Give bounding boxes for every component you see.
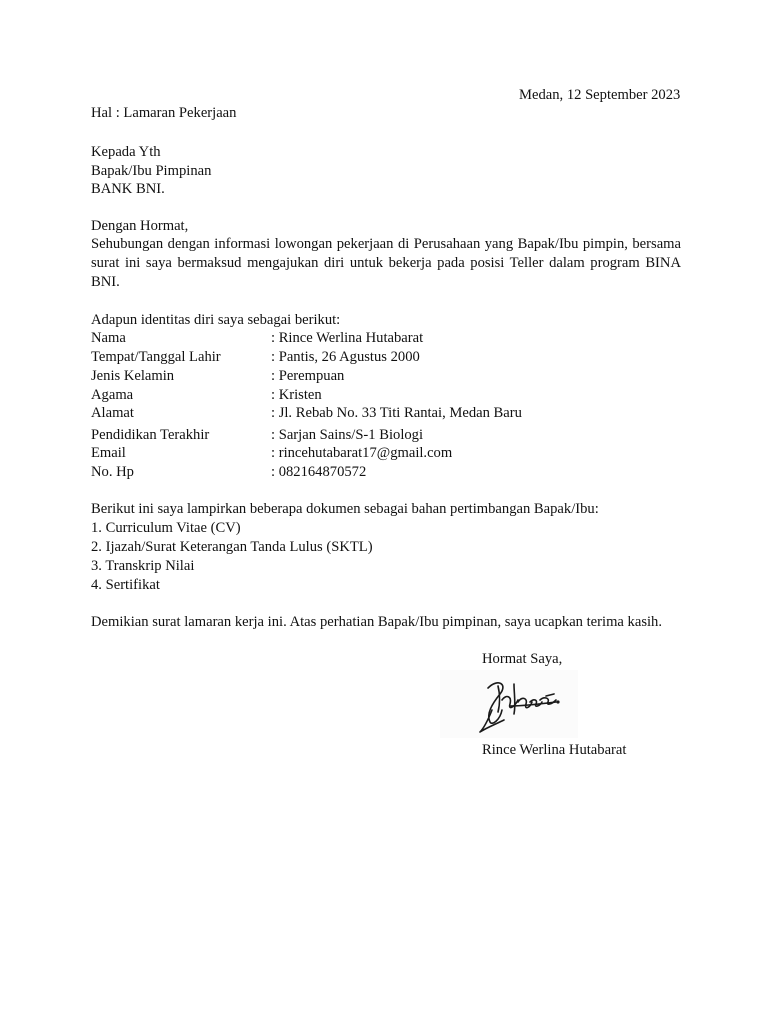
subject-line: Hal : Lamaran Pekerjaan	[91, 105, 237, 121]
identity-row-address	[91, 404, 691, 423]
identity-label: Alamat	[91, 405, 134, 421]
identity-value: : 082164870572	[271, 464, 367, 480]
greeting: Dengan Hormat,	[91, 218, 189, 234]
identity-value: : Rince Werlina Hutabarat	[271, 330, 424, 346]
identity-label: Email	[91, 445, 126, 461]
identity-row-religion	[91, 386, 691, 405]
identity-row-email	[91, 444, 691, 463]
identity-label: Jenis Kelamin	[91, 368, 175, 384]
identity-row-birth	[91, 348, 691, 367]
identity-label: Nama	[91, 330, 126, 346]
attachment-item: 4. Sertifikat	[91, 577, 160, 593]
recipient-line-3: BANK BNI.	[91, 181, 165, 197]
intro-paragraph: Sehubungan dengan informasi lowongan pekerjaan di Perusahaan yang Bapak/Ibu pimpin, bersama surat ini saya bermaksud mengajukan diri untuk bekerja pada posisi Teller dalam program BINA BNI.	[91, 236, 681, 290]
identity-value: : rincehutabarat17@gmail.com	[271, 445, 453, 461]
attachment-item: 1. Curriculum Vitae (CV)	[91, 520, 241, 536]
signatory-name: Rince Werlina Hutabarat	[482, 742, 627, 758]
identity-label: Pendidikan Terakhir	[91, 427, 210, 443]
closing-sentence: Demikian surat lamaran kerja ini. Atas perhatian Bapak/Ibu pimpinan, saya ucapkan terima kasih.	[91, 614, 662, 630]
attachments-intro: Berikut ini saya lampirkan beberapa dokumen sebagai bahan pertimbangan Bapak/Ibu:	[91, 501, 599, 517]
signature-image	[440, 670, 578, 738]
recipient-line-1: Kepada Yth	[91, 144, 161, 160]
place-date: Medan, 12 September 2023	[519, 87, 681, 103]
attachment-item: 3. Transkrip Nilai	[91, 558, 195, 574]
identity-row-gender	[91, 367, 691, 386]
identity-row-education	[91, 426, 691, 445]
identity-value: : Jl. Rebab No. 33 Titi Rantai, Medan Baru	[271, 405, 522, 421]
identity-row-name	[91, 329, 691, 348]
recipient-line-2: Bapak/Ibu Pimpinan	[91, 163, 212, 179]
identity-value: : Sarjan Sains/S-1 Biologi	[271, 427, 424, 443]
valediction: Hormat Saya,	[482, 651, 563, 667]
identity-label: Agama	[91, 387, 134, 403]
attachment-item: 2. Ijazah/Surat Keterangan Tanda Lulus (SKTL)	[91, 539, 373, 555]
identity-label: Tempat/Tanggal Lahir	[91, 349, 221, 365]
identity-value: : Kristen	[271, 387, 322, 403]
identity-row-phone	[91, 463, 691, 482]
identity-intro: Adapun identitas diri saya sebagai berikut:	[91, 312, 341, 328]
identity-label: No. Hp	[91, 464, 134, 480]
identity-value: : Perempuan	[271, 368, 345, 384]
identity-value: : Pantis, 26 Agustus 2000	[271, 349, 420, 365]
